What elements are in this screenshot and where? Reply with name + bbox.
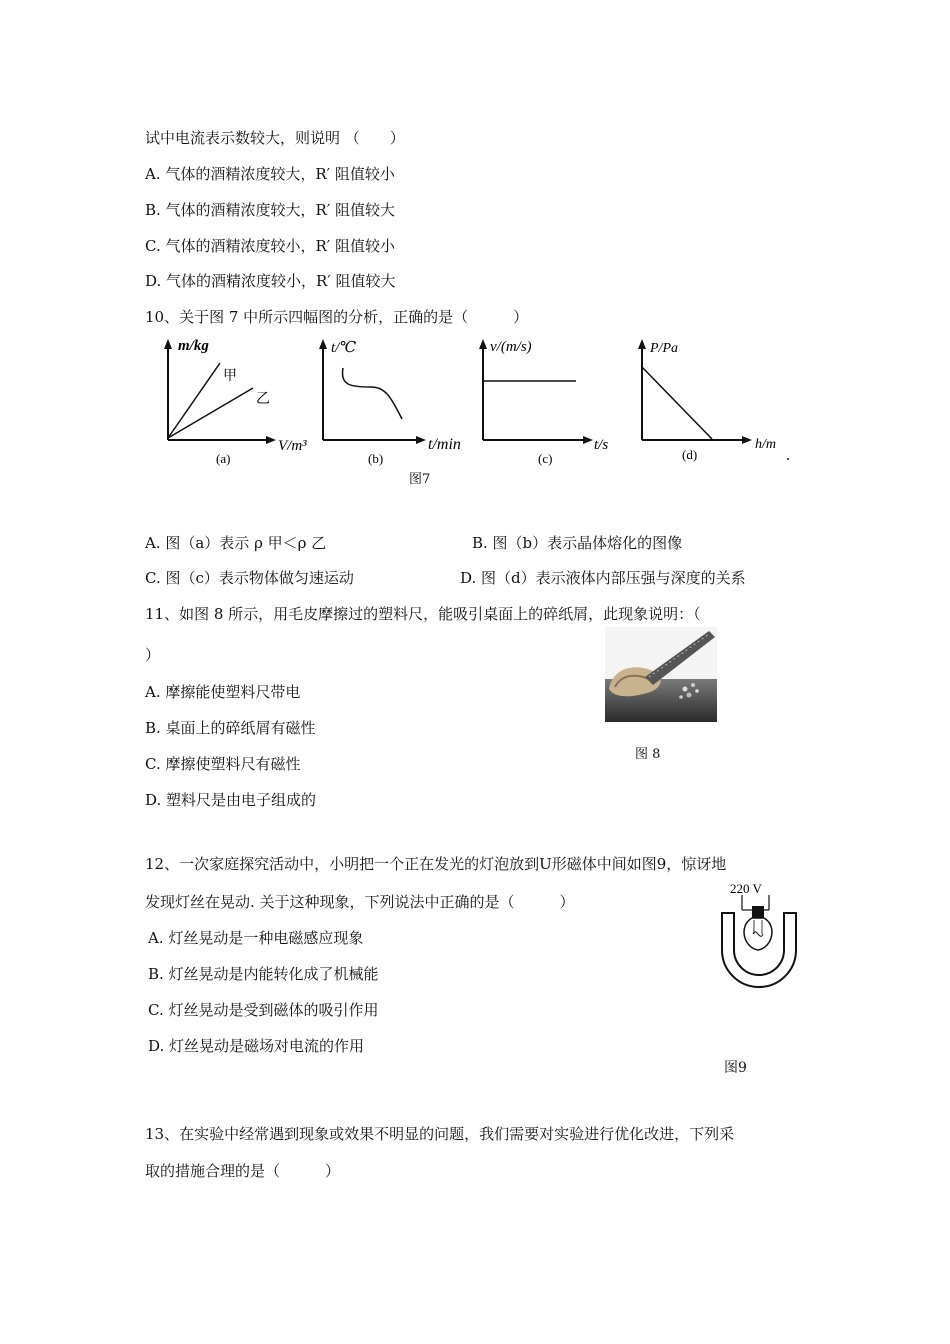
q11-stem-line2: ） [145,646,161,664]
q11-option-d: D. 塑料尺是由电子组成的 [145,791,317,809]
graph-c-xlabel: t/s [594,437,609,453]
q12-option-b: B. 灯丝晃动是内能转化成了机械能 [148,965,379,983]
q10-option-c: C. 图（c）表示物体做匀速运动 [145,569,354,587]
q9-option-a: A. 气体的酒精浓度较大，R′ 阻值较小 [145,165,395,183]
q13-stem-line1: 13、在实验中经常遇到现象或效果不明显的问题，我们需要对实验进行优化改进，下列采 [145,1125,735,1143]
graph-c-tag: (c) [538,451,553,466]
graph-a-ylabel: m/kg [178,338,209,354]
q11-option-c: C. 摩擦使塑料尺有磁性 [145,755,301,773]
q12-option-c: C. 灯丝晃动是受到磁体的吸引作用 [148,1001,379,1019]
graph-b-ylabel: t/℃ [331,340,357,356]
figure9-voltage-label: 220 V [730,881,762,896]
graph-b-xlabel: t/min [428,436,461,453]
q12-stem-line2: 发现灯丝在晃动. 关于这种现象，下列说法中正确的是（ ） [145,893,575,911]
graph-c-ylabel: v/(m/s) [490,339,532,355]
figure8-photo [605,627,717,722]
figure8-caption: 图 8 [635,747,661,762]
graph-b-tag: (b) [368,451,384,466]
graph-d-xlabel: h/m [755,437,776,452]
q9-option-d: D. 气体的酒精浓度较小，R′ 阻值较大 [145,272,396,290]
q10-option-d: D. 图（d）表示液体内部压强与深度的关系 [460,569,746,587]
graph-a-xlabel: V/m³ [278,438,307,454]
q10-option-b: B. 图（b）表示晶体熔化的图像 [472,534,683,552]
figure7-graph-c [470,335,630,470]
graph-d-tag: (d) [682,447,698,462]
q11-stem-line1: 11、如图 8 所示，用毛皮摩擦过的塑料尺，能吸引桌面上的碎纸屑，此现象说明：（ [145,605,701,623]
figure7-graph-b [310,335,475,470]
graph-a-line1-label: 甲 [223,369,237,384]
q11-option-b: B. 桌面上的碎纸屑有磁性 [145,719,316,737]
q12-stem-line1: 12、一次家庭探究活动中，小明把一个正在发光的灯泡放到U形磁体中间如图9，惊讶地 [145,855,727,873]
figure7-graph-d [630,335,805,470]
graph-d-ylabel: P/Pa [650,341,678,356]
figure7-graph-a [150,335,320,470]
q10-option-a: A. 图（a）表示 ρ 甲＜ρ 乙 [145,534,327,552]
q9-stem-continuation: 试中电流表示数较大，则说明 （ ） [145,129,405,147]
q12-option-a: A. 灯丝晃动是一种电磁感应现象 [148,929,364,947]
q13-stem-line2: 取的措施合理的是（ ） [145,1162,341,1180]
q11-option-a: A. 摩擦能使塑料尺带电 [145,683,301,701]
q9-option-b: B. 气体的酒精浓度较大，R′ 阻值较大 [145,201,396,219]
graph-a-line2-label: 乙 [256,392,270,407]
figure7-caption: 图7 [409,472,431,487]
q12-option-d: D. 灯丝晃动是磁场对电流的作用 [148,1037,365,1055]
graph-a-tag: (a) [216,451,231,466]
q10-stem: 10、关于图 7 中所示四幅图的分析，正确的是（ ） [145,308,529,326]
q9-option-c: C. 气体的酒精浓度较小，R′ 阻值较小 [145,237,395,255]
figure9-caption: 图9 [724,1060,747,1076]
figure9-u-magnet-bulb [712,878,807,993]
